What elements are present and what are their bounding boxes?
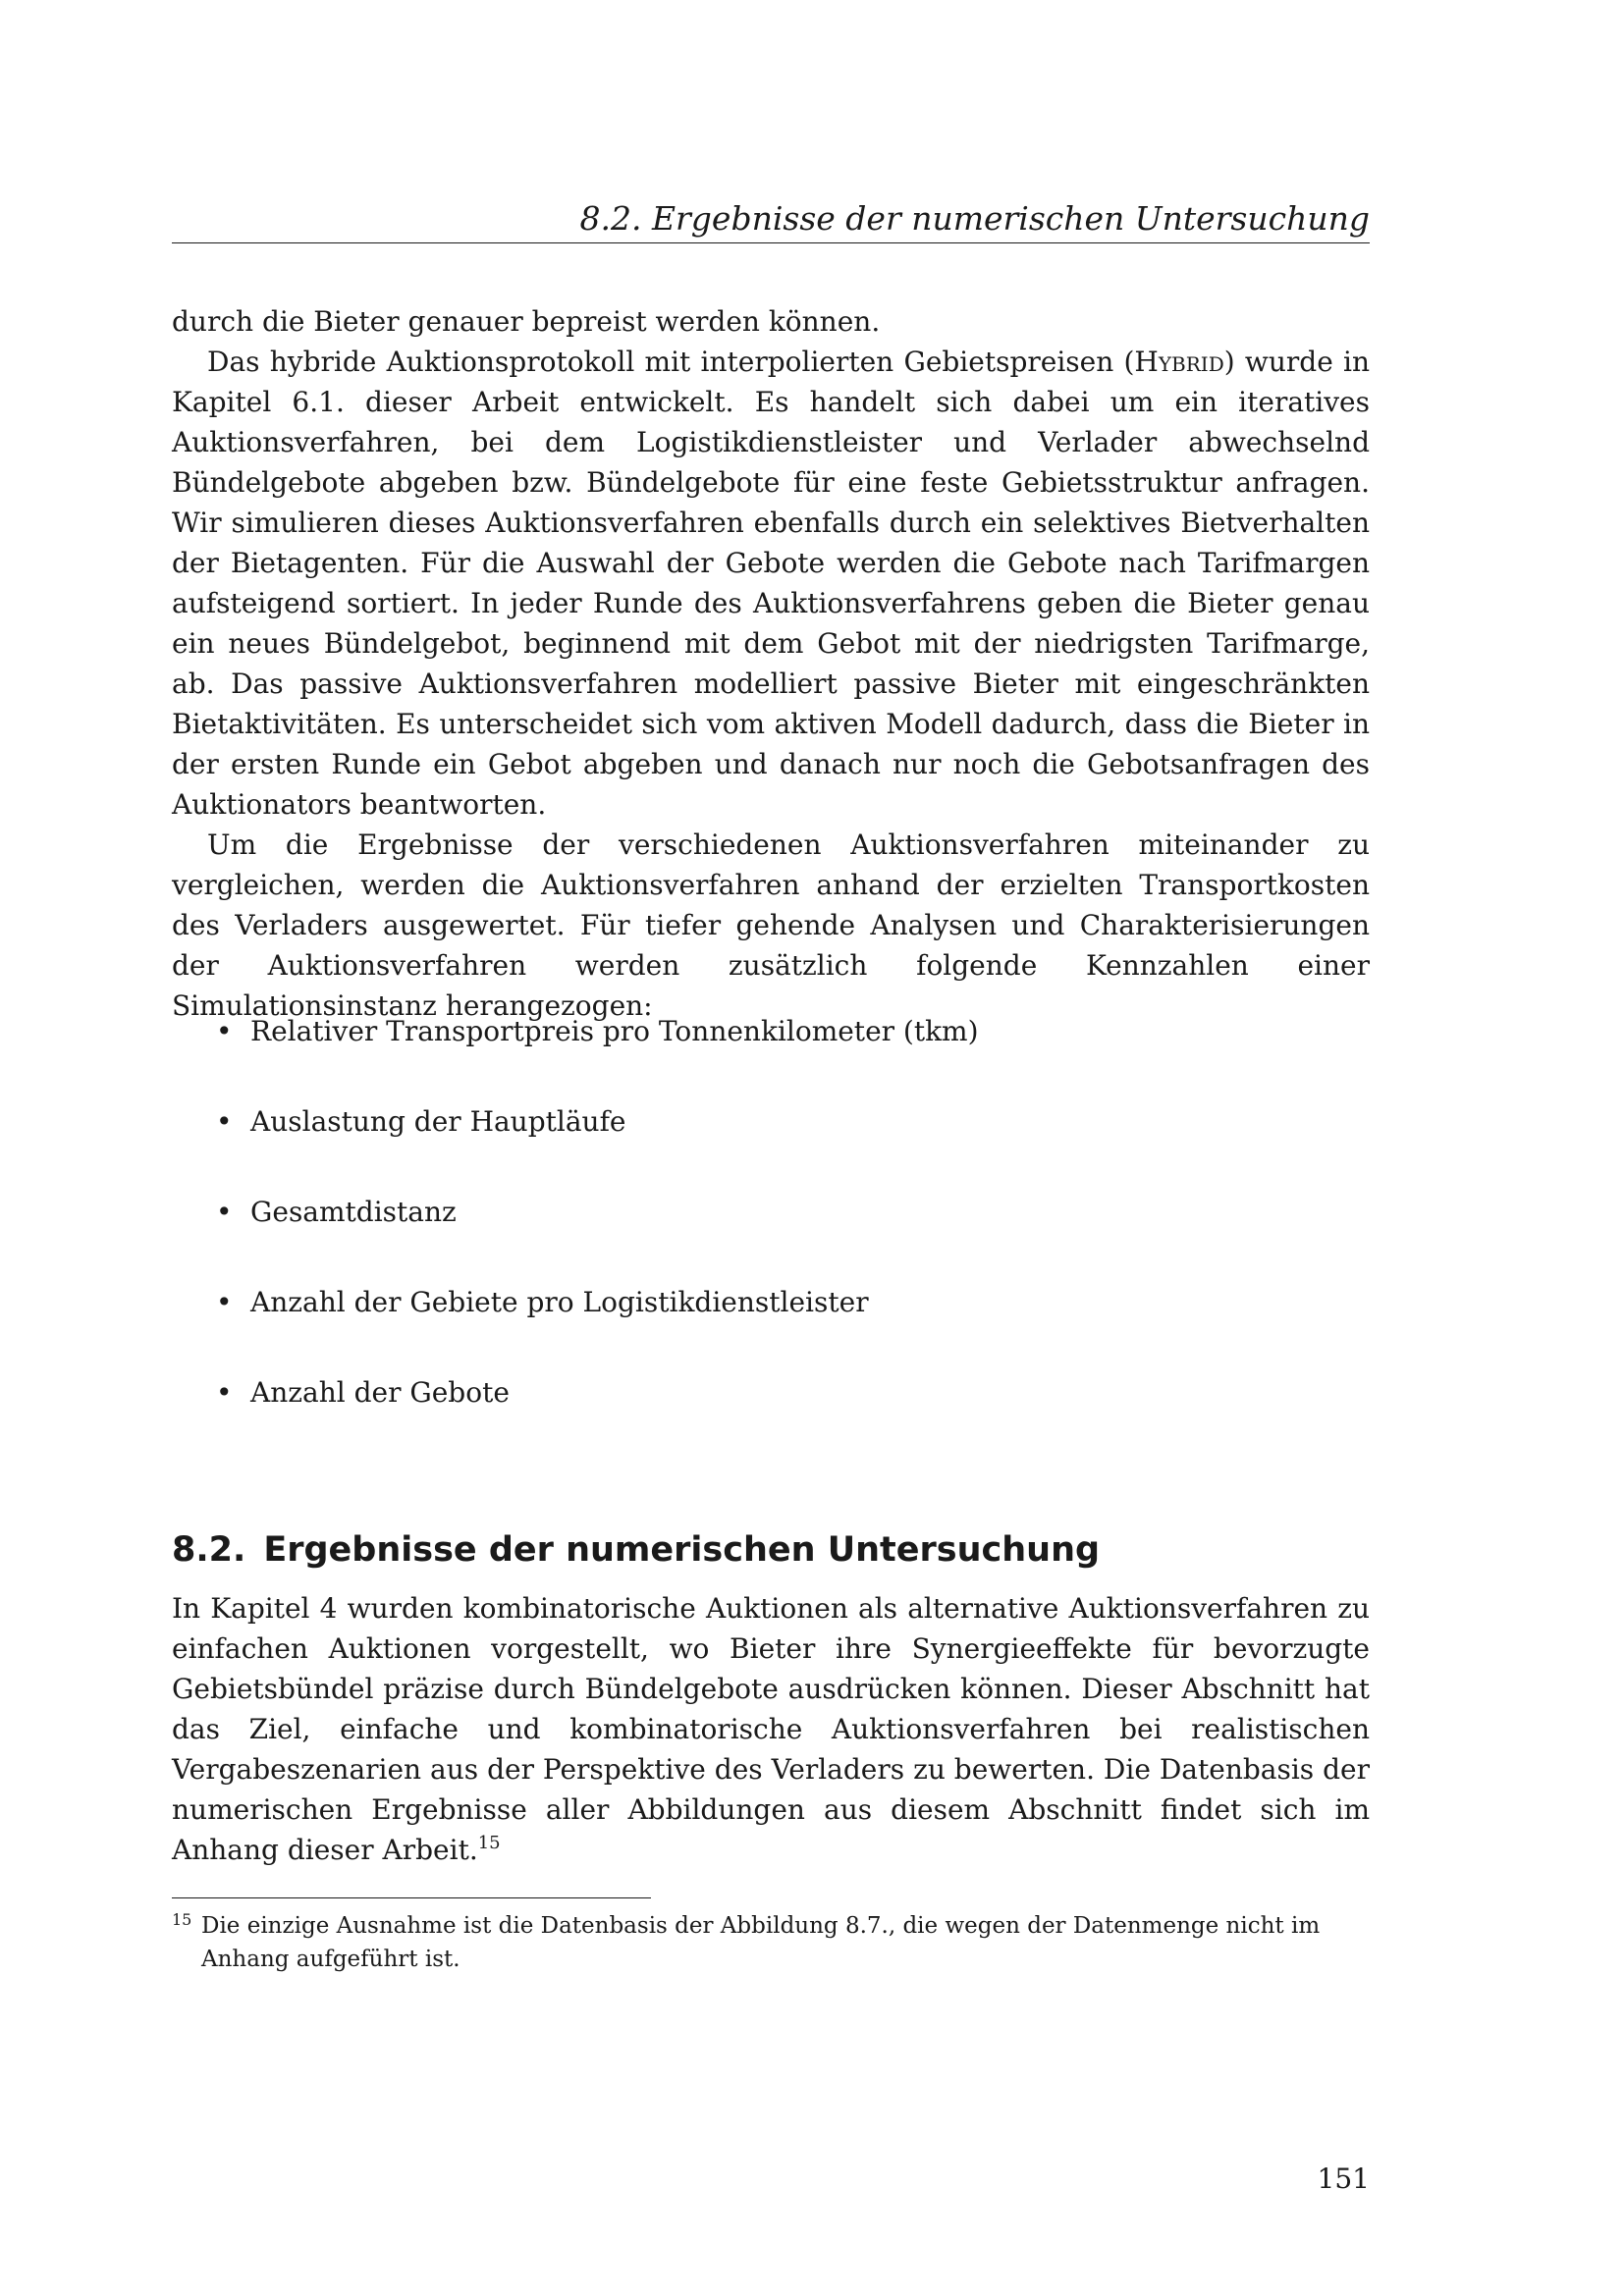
paragraph-text: In Kapitel 4 wurden kombinatorische Auktionen als alternative Auktionsverfahren zu einfachen Auktionen vorgestellt, wo Bieter ihre Synergieeffekte für bevorzugte Gebietsbündel präzise durch Bündelgebote ausdrücken können. Dieser Abschnitt hat das Ziel, einfache und kombinatorische Auktionsverfahren bei realistischen Vergabeszenarien aus der Perspektive des Verladers zu bewerten. Die Datenbasis der numerischen Ergebnisse aller Abbildungen aus diesem Abschnitt findet sich im Anhang dieser Arbeit. — [172, 1592, 1370, 1866]
paragraph-section-intro — [172, 1588, 1370, 1870]
list-item-text: Auslastung der Hauptläufe — [250, 1105, 626, 1138]
list-item — [216, 1011, 979, 1101]
list-item — [216, 1192, 979, 1282]
bullet-icon: • — [216, 1196, 233, 1228]
section-heading — [172, 1528, 1100, 1573]
page-number: 151 — [1317, 2163, 1370, 2195]
protocol-term: Hybrid — [1134, 346, 1224, 378]
footnote — [172, 1909, 1370, 1976]
section-title: Ergebnisse der numerischen Untersuchung — [263, 1530, 1101, 1571]
list-item-text: Anzahl der Gebiete pro Logistikdienstleister — [250, 1286, 869, 1318]
footnote-reference[interactable]: 15 — [477, 1833, 501, 1853]
list-item — [216, 1372, 979, 1463]
list-item-text: Gesamtdistanz — [250, 1196, 457, 1228]
section-body-text — [172, 1588, 1370, 1870]
bullet-icon: • — [216, 1376, 233, 1409]
paragraph-hybrid-protocol — [172, 342, 1370, 825]
list-item-text: Relativer Transportpreis pro Tonnenkilometer (tkm) — [250, 1015, 979, 1047]
bullet-icon: • — [216, 1105, 233, 1138]
running-header: 8.2. Ergebnisse der numerischen Untersuchung — [579, 199, 1370, 238]
metrics-list — [216, 1011, 979, 1463]
list-item-text: Anzahl der Gebote — [250, 1376, 510, 1409]
footnote-rule — [172, 1897, 651, 1898]
list-item — [216, 1282, 979, 1372]
paragraph-evaluation: Um die Ergebnisse der verschiedenen Auktionsverfahren miteinander zu vergleichen, werden die Auktionsverfahren anhand der erzielten Transportkosten des Verladers ausgewertet. Für tiefer gehende Analysen und Charakterisierungen der Auktionsverfahren werden zusätzlich folgende Kennzahlen einer Simulationsinstanz herangezogen: — [172, 828, 1370, 1022]
footnote-text: Die einzige Ausnahme ist die Datenbasis der Abbildung 8.7., die wegen der Datenmenge nicht im Anhang aufgeführt ist. — [201, 1913, 1321, 1972]
header-rule — [172, 242, 1370, 243]
bullet-icon: • — [216, 1015, 233, 1047]
paragraph-text: Das hybride Auktionsprotokoll mit interpolierten Gebietspreisen ( — [207, 346, 1135, 378]
body-text-block — [172, 301, 1370, 1026]
section-number: 8.2. — [172, 1530, 246, 1571]
document-page — [172, 0, 1370, 2296]
paragraph-continuation: durch die Bieter genauer bepreist werden können. — [172, 305, 881, 338]
footnote-mark: 15 — [172, 1910, 192, 1929]
list-item — [216, 1101, 979, 1192]
bullet-icon: • — [216, 1286, 233, 1318]
paragraph-text: ) wurde in Kapitel 6.1. dieser Arbeit entwickelt. Es handelt sich dabei um ein iteratives Auktionsverfahren, bei dem Logistikdienstleister und Verlader abwechselnd Bündelgebote abgeben bzw. Bündelgebote für eine feste Gebietsstruktur anfragen. Wir simulieren dieses Auktionsverfahren ebenfalls durch ein selektives Bietverhalten der Bietagenten. Für die Auswahl der Gebote werden die Gebote nach Tarifmargen aufsteigend sortiert. In jeder Runde des Auktionsverfahrens geben die Bieter genau ein neues Bündelgebot, beginnend mit dem Gebot mit der niedrigsten Tarifmarge, ab. Das passive Auktionsverfahren modelliert passive Bieter mit eingeschränkten Bietaktivitäten. Es unterscheidet sich vom aktiven Modell dadurch, dass die Bieter in der ersten Runde ein Gebot abgeben und danach nur noch die Gebotsanfragen des Auktionators beantworten. — [172, 346, 1370, 821]
